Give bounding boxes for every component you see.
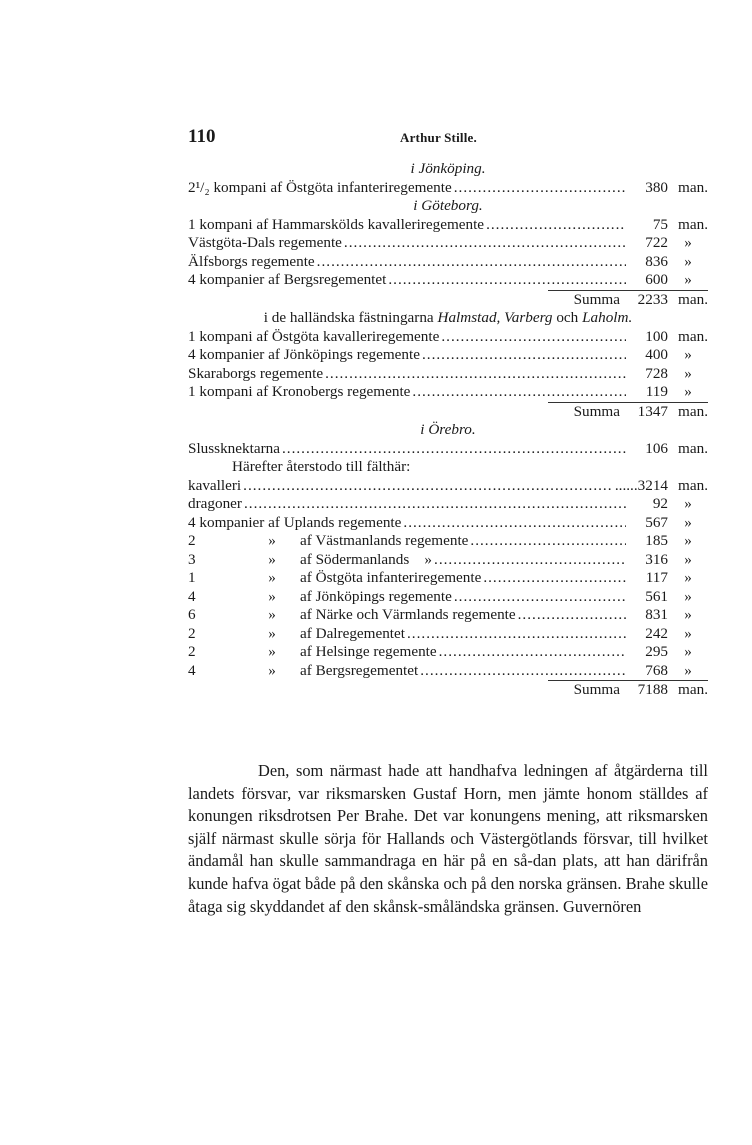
section-heading-falthar: Härefter återstodo till fälthär: bbox=[232, 458, 411, 475]
section-heading-orebro: i Örebro. bbox=[420, 421, 476, 438]
table-row: 4 » af Jönköpings regemente ..... 561 » bbox=[188, 588, 708, 607]
table-row: Slussknektarna ..... 106 man. bbox=[188, 440, 708, 459]
table-row: 4 kompanier af Bergsregementet ..... 600 » bbox=[188, 271, 708, 290]
table-row: 1 kompani af Kronobergs regemente ..... 119 » bbox=[188, 383, 708, 402]
page-number: 110 bbox=[188, 126, 216, 147]
table-row: 2 » af Dalregementet ..... 242 » bbox=[188, 625, 708, 644]
table-row: Västgöta-Dals regemente ..... 722 » bbox=[188, 234, 708, 253]
table-row: 2 » af Helsinge regemente ..... 295 » bbox=[188, 643, 708, 662]
table-row: Älfsborgs regemente ..... 836 » bbox=[188, 253, 708, 272]
section-heading-jonkoping: i Jönköping. bbox=[410, 160, 486, 177]
table-row: kavalleri ..... ......3214 man. bbox=[188, 477, 708, 496]
table-row: 4 kompanier af Uplands regemente ..... 567 » bbox=[188, 514, 708, 533]
table-row: 3 » af Södermanlands » ..... 316 » bbox=[188, 551, 708, 570]
section-heading-goteborg: i Göteborg. bbox=[413, 197, 483, 214]
sum-rule bbox=[188, 680, 708, 681]
table-row: Skaraborgs regemente ..... 728 » bbox=[188, 365, 708, 384]
table-row: 2¹/₂ kompani af Östgöta infanteriregemente ..... 380 man. bbox=[188, 179, 708, 198]
paragraph-text: Den, som närmast hade att handhafva ledningen af åtgärderna till landets försvar, var riksmarsken Gustaf Horn, men jämte honom ställdes af konungen riksdrotsen Per Brahe. Det var konungens mening, att riksmarsken själf närmast skulle sörja för Hallands och Västergötlands försvar, till hvilket ändamål han skulle sammandraga en här på en så-dan plats, att han därifrån kunde hafva ögat både på den skånska och på den norska gränsen. Brahe skulle åtaga sig skyddandet af den skånsk-småländska gränsen. Guvernören bbox=[188, 761, 708, 916]
table-row: 4 kompanier af Jönköpings regemente ..... 400 » bbox=[188, 346, 708, 365]
sum-rule bbox=[188, 402, 708, 403]
table-row: 1 kompani af Hammarskölds kavalleriregemente ..... 75 man. bbox=[188, 216, 708, 235]
summa-row: Summa 7188 man. bbox=[573, 681, 708, 698]
table-row: 4 » af Bergsregementet ..... 768 » bbox=[188, 662, 708, 681]
table-row: 1 kompani af Östgöta kavalleriregemente ..... 100 man. bbox=[188, 328, 708, 347]
table-row: dragoner ..... 92 » bbox=[188, 495, 708, 514]
summa-row: Summa 2233 man. bbox=[573, 290, 708, 308]
table-row: 6 » af Närke och Värmlands regemente ..... 831 » bbox=[188, 606, 708, 625]
sum-rule bbox=[188, 290, 708, 291]
running-title: Arthur Stille. bbox=[400, 130, 477, 145]
table-row: 1 » af Östgöta infanteriregemente ..... 117 » bbox=[188, 569, 708, 588]
troop-table bbox=[188, 160, 708, 700]
table-row: 2 » af Västmanlands regemente ..... 185 » bbox=[188, 532, 708, 551]
page-header bbox=[188, 126, 708, 150]
body-paragraph bbox=[188, 760, 708, 918]
section-heading-halland: i de halländska fästningarna Halmstad, Varberg och Laholm. bbox=[263, 309, 633, 326]
summa-row: Summa 1347 man. bbox=[573, 402, 708, 420]
